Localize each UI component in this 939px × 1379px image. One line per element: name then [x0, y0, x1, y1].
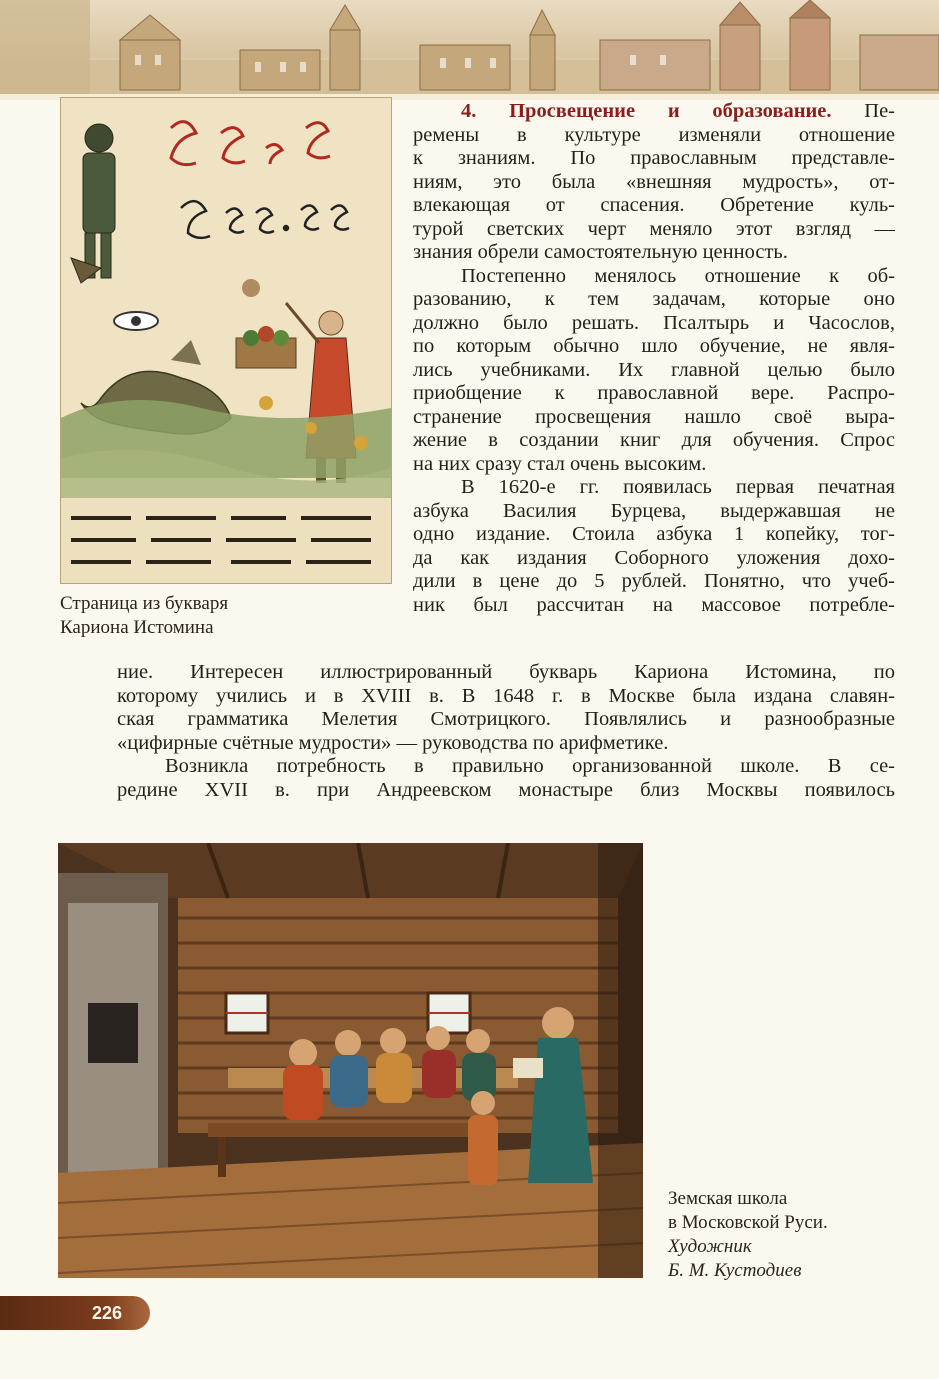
right-column-text: [413, 100, 895, 617]
text-line: ниям, это была «внешняя мудрость», от-: [413, 170, 895, 193]
text-line: жение в создании книг для обучения. Спрос: [413, 429, 895, 451]
primer-page-image: [60, 97, 392, 584]
text-line: Пе-: [864, 100, 896, 122]
figure1-caption-line: Кариона Истомина: [60, 617, 214, 638]
text-line: турой светских черт меняло этот взгляд —: [413, 217, 895, 240]
text-line: Возникла потребность в правильно организованной школе. В се-: [165, 755, 895, 777]
figure1-caption: [60, 592, 320, 640]
figure2-author-line: Б. М. Кустодиев: [668, 1260, 802, 1281]
text-line: Постепенно менялось отношение к об-: [461, 264, 895, 287]
text-line: азбука Василия Бурцева, выдержавшая не: [413, 499, 895, 522]
text-line: должно было решать. Псалтырь и Часослов,: [413, 311, 895, 334]
text-line: ник был рассчитан на массовое потребле-: [413, 593, 895, 616]
text-line: ская грамматика Мелетия Смотрицкого. Появлялись и разнообразные: [117, 708, 895, 730]
text-line: В 1620-е гг. появилась первая печатная: [461, 476, 895, 498]
kremlin-illustration: [0, 0, 939, 100]
text-line: редине XVII в. при Андреевском монастыре близ Москвы появилось: [117, 778, 895, 801]
text-line: да как издания Соборного уложения дохо-: [413, 546, 895, 569]
text-line: знания обрели самостоятельную ценность.: [413, 241, 788, 263]
figure1-caption-line: Страница из букваря: [60, 593, 229, 614]
figure2-author-line: Художник: [668, 1236, 752, 1257]
text-line: странение просвещения нашло своё выра-: [413, 405, 895, 428]
figure2-caption-line: в Московской Руси.: [668, 1212, 828, 1233]
section-heading: 4. Просвещение и образование.: [461, 100, 832, 122]
text-line: ремены в культуре изменяли отношение: [413, 123, 895, 146]
text-line: на них сразу стал очень высоким.: [413, 452, 707, 475]
text-line: к знаниям. По православным представле-: [413, 147, 895, 169]
text-line: дили в цене до 5 рублей. Понятно, что учеб-: [413, 570, 895, 592]
text-line: «цифирные счётные мудрости» — руководства по арифметике.: [117, 731, 669, 754]
text-line: одно издание. Стоила азбука 1 копейку, тог-: [413, 523, 895, 545]
text-line: лись учебниками. Их главной целью было: [413, 358, 895, 381]
text-line: разованию, к тем задачам, которые оно: [413, 288, 895, 310]
text-line: влекающая от спасения. Обретение куль-: [413, 194, 895, 216]
text-line: которому учились и в XVIII в. В 1648 г. в Москве была издана славян-: [117, 684, 895, 707]
paragraph1-first-line: [413, 100, 895, 124]
text-line: по которым обычно шло обучение, не явля-: [413, 335, 895, 357]
text-line: приобщение к православной вере. Распро-: [413, 382, 895, 404]
figure2-caption: [668, 1187, 908, 1283]
page-number: 226: [91, 1303, 123, 1323]
text-line: ние. Интересен иллюстрированный букварь Кариона Истомина, по: [117, 661, 895, 683]
figure2-caption-line: Земская школа: [668, 1188, 788, 1209]
header-banner: [0, 0, 939, 100]
school-painting-image: [58, 843, 643, 1278]
full-width-text: [117, 661, 895, 802]
